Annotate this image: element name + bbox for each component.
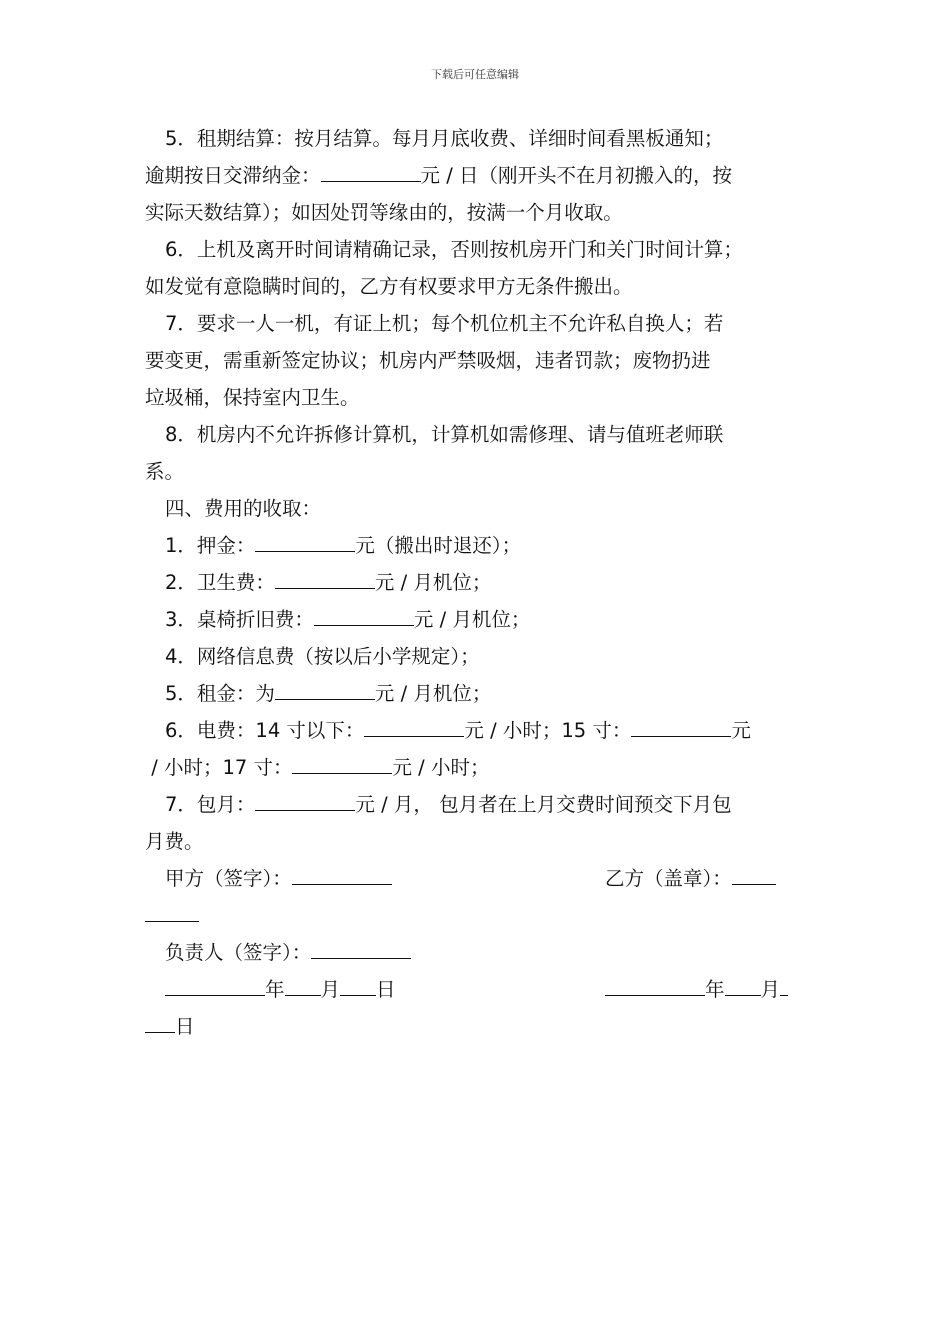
date-a-month-blank[interactable] bbox=[285, 973, 321, 996]
party-b-seal-blank-cont[interactable] bbox=[145, 899, 199, 922]
date-b-day-blank-cont[interactable] bbox=[145, 1010, 175, 1033]
electricity-15-blank[interactable] bbox=[631, 714, 731, 737]
clause-8-line-1: 8．机房内不允许拆修计算机，计算机如需修理、请与值班老师联 bbox=[165, 423, 724, 446]
page-header: 下载后可任意编辑 bbox=[431, 68, 519, 81]
fee-electricity-line-1: 6．电费：14 寸以下： 元 / 小时；15 寸： 元 bbox=[145, 712, 810, 749]
signature-row-parties bbox=[145, 860, 810, 897]
fee-depreciation: 3．桌椅折旧费： 元 / 月机位； bbox=[145, 601, 810, 638]
fee-sanitation: 2．卫生费： 元 / 月机位； bbox=[145, 564, 810, 601]
date-b-continuation: 日 bbox=[145, 1008, 810, 1045]
section-4-title: 四、费用的收取： bbox=[165, 497, 322, 520]
fee-monthly-line-2: 月费。 bbox=[145, 830, 204, 853]
party-b-seal-blank[interactable] bbox=[732, 862, 776, 885]
rent-blank[interactable] bbox=[275, 677, 375, 700]
document-body bbox=[145, 120, 810, 1045]
clause-5-line-2: 逾期按日交滞纳金： 元 / 日（刚开头不在月初搬入的，按 bbox=[145, 157, 810, 194]
date-b-month-blank[interactable] bbox=[725, 973, 761, 996]
electricity-14-blank[interactable] bbox=[364, 714, 464, 737]
date-a-year-blank[interactable] bbox=[165, 973, 265, 996]
late-fee-blank[interactable] bbox=[321, 159, 421, 182]
clause-8-line-2: 系。 bbox=[145, 460, 185, 483]
date-b-year-blank[interactable] bbox=[605, 973, 705, 996]
deposit-blank[interactable] bbox=[255, 529, 355, 552]
clause-6-line-1: 6．上机及离开时间请精确记录，否则按机房开门和关门时间计算； bbox=[165, 238, 743, 261]
party-b-seal-continuation bbox=[145, 897, 810, 934]
clause-7-line-3: 垃圾桶，保持室内卫生。 bbox=[145, 386, 360, 409]
depreciation-blank[interactable] bbox=[314, 603, 414, 626]
responsible-row bbox=[145, 934, 810, 971]
clause-7-line-1: 7．要求一人一机，有证上机；每个机位机主不允许私自换人；若 bbox=[165, 312, 724, 335]
clause-6-line-2: 如发觉有意隐瞒时间的，乙方有权要求甲方无条件搬出。 bbox=[145, 275, 633, 298]
clause-5-line-1: 5．租期结算：按月结算。每月月底收费、详细时间看黑板通知； bbox=[165, 127, 724, 150]
monthly-blank[interactable] bbox=[255, 788, 355, 811]
sanitation-blank[interactable] bbox=[275, 566, 375, 589]
fee-monthly-line-1: 7．包月： 元 / 月， 包月者在上月交费时间预交下月包 bbox=[145, 786, 810, 823]
party-a-label: 甲方（签字）： bbox=[165, 867, 292, 890]
electricity-17-blank[interactable] bbox=[292, 751, 392, 774]
date-b-group: 年 月 bbox=[605, 971, 788, 1008]
party-a-sign-blank[interactable] bbox=[292, 862, 392, 885]
party-b-group bbox=[605, 860, 776, 897]
fee-deposit: 1．押金： 元（搬出时退还）； bbox=[145, 527, 810, 564]
responsible-sign-blank[interactable] bbox=[311, 936, 411, 959]
fee-electricity-line-2: / 小时；17 寸： 元 / 小时； bbox=[145, 749, 810, 786]
date-row: 年 月 日 年 月 bbox=[145, 971, 810, 1008]
fee-network: 4．网络信息费（按以后小学规定）； bbox=[165, 645, 480, 668]
party-b-label: 乙方（盖章）： bbox=[605, 867, 732, 890]
date-a-day-blank[interactable] bbox=[340, 973, 376, 996]
fee-rent: 5．租金：为 元 / 月机位； bbox=[145, 675, 810, 712]
date-b-day-blank[interactable] bbox=[780, 973, 788, 996]
clause-7-line-2: 要变更，需重新签定协议；机房内严禁吸烟，违者罚款；废物扔进 bbox=[145, 349, 711, 372]
clause-5-line-3: 实际天数结算）；如因处罚等缘由的，按满一个月收取。 bbox=[145, 201, 623, 224]
responsible-label: 负责人（签字）： bbox=[165, 941, 312, 964]
